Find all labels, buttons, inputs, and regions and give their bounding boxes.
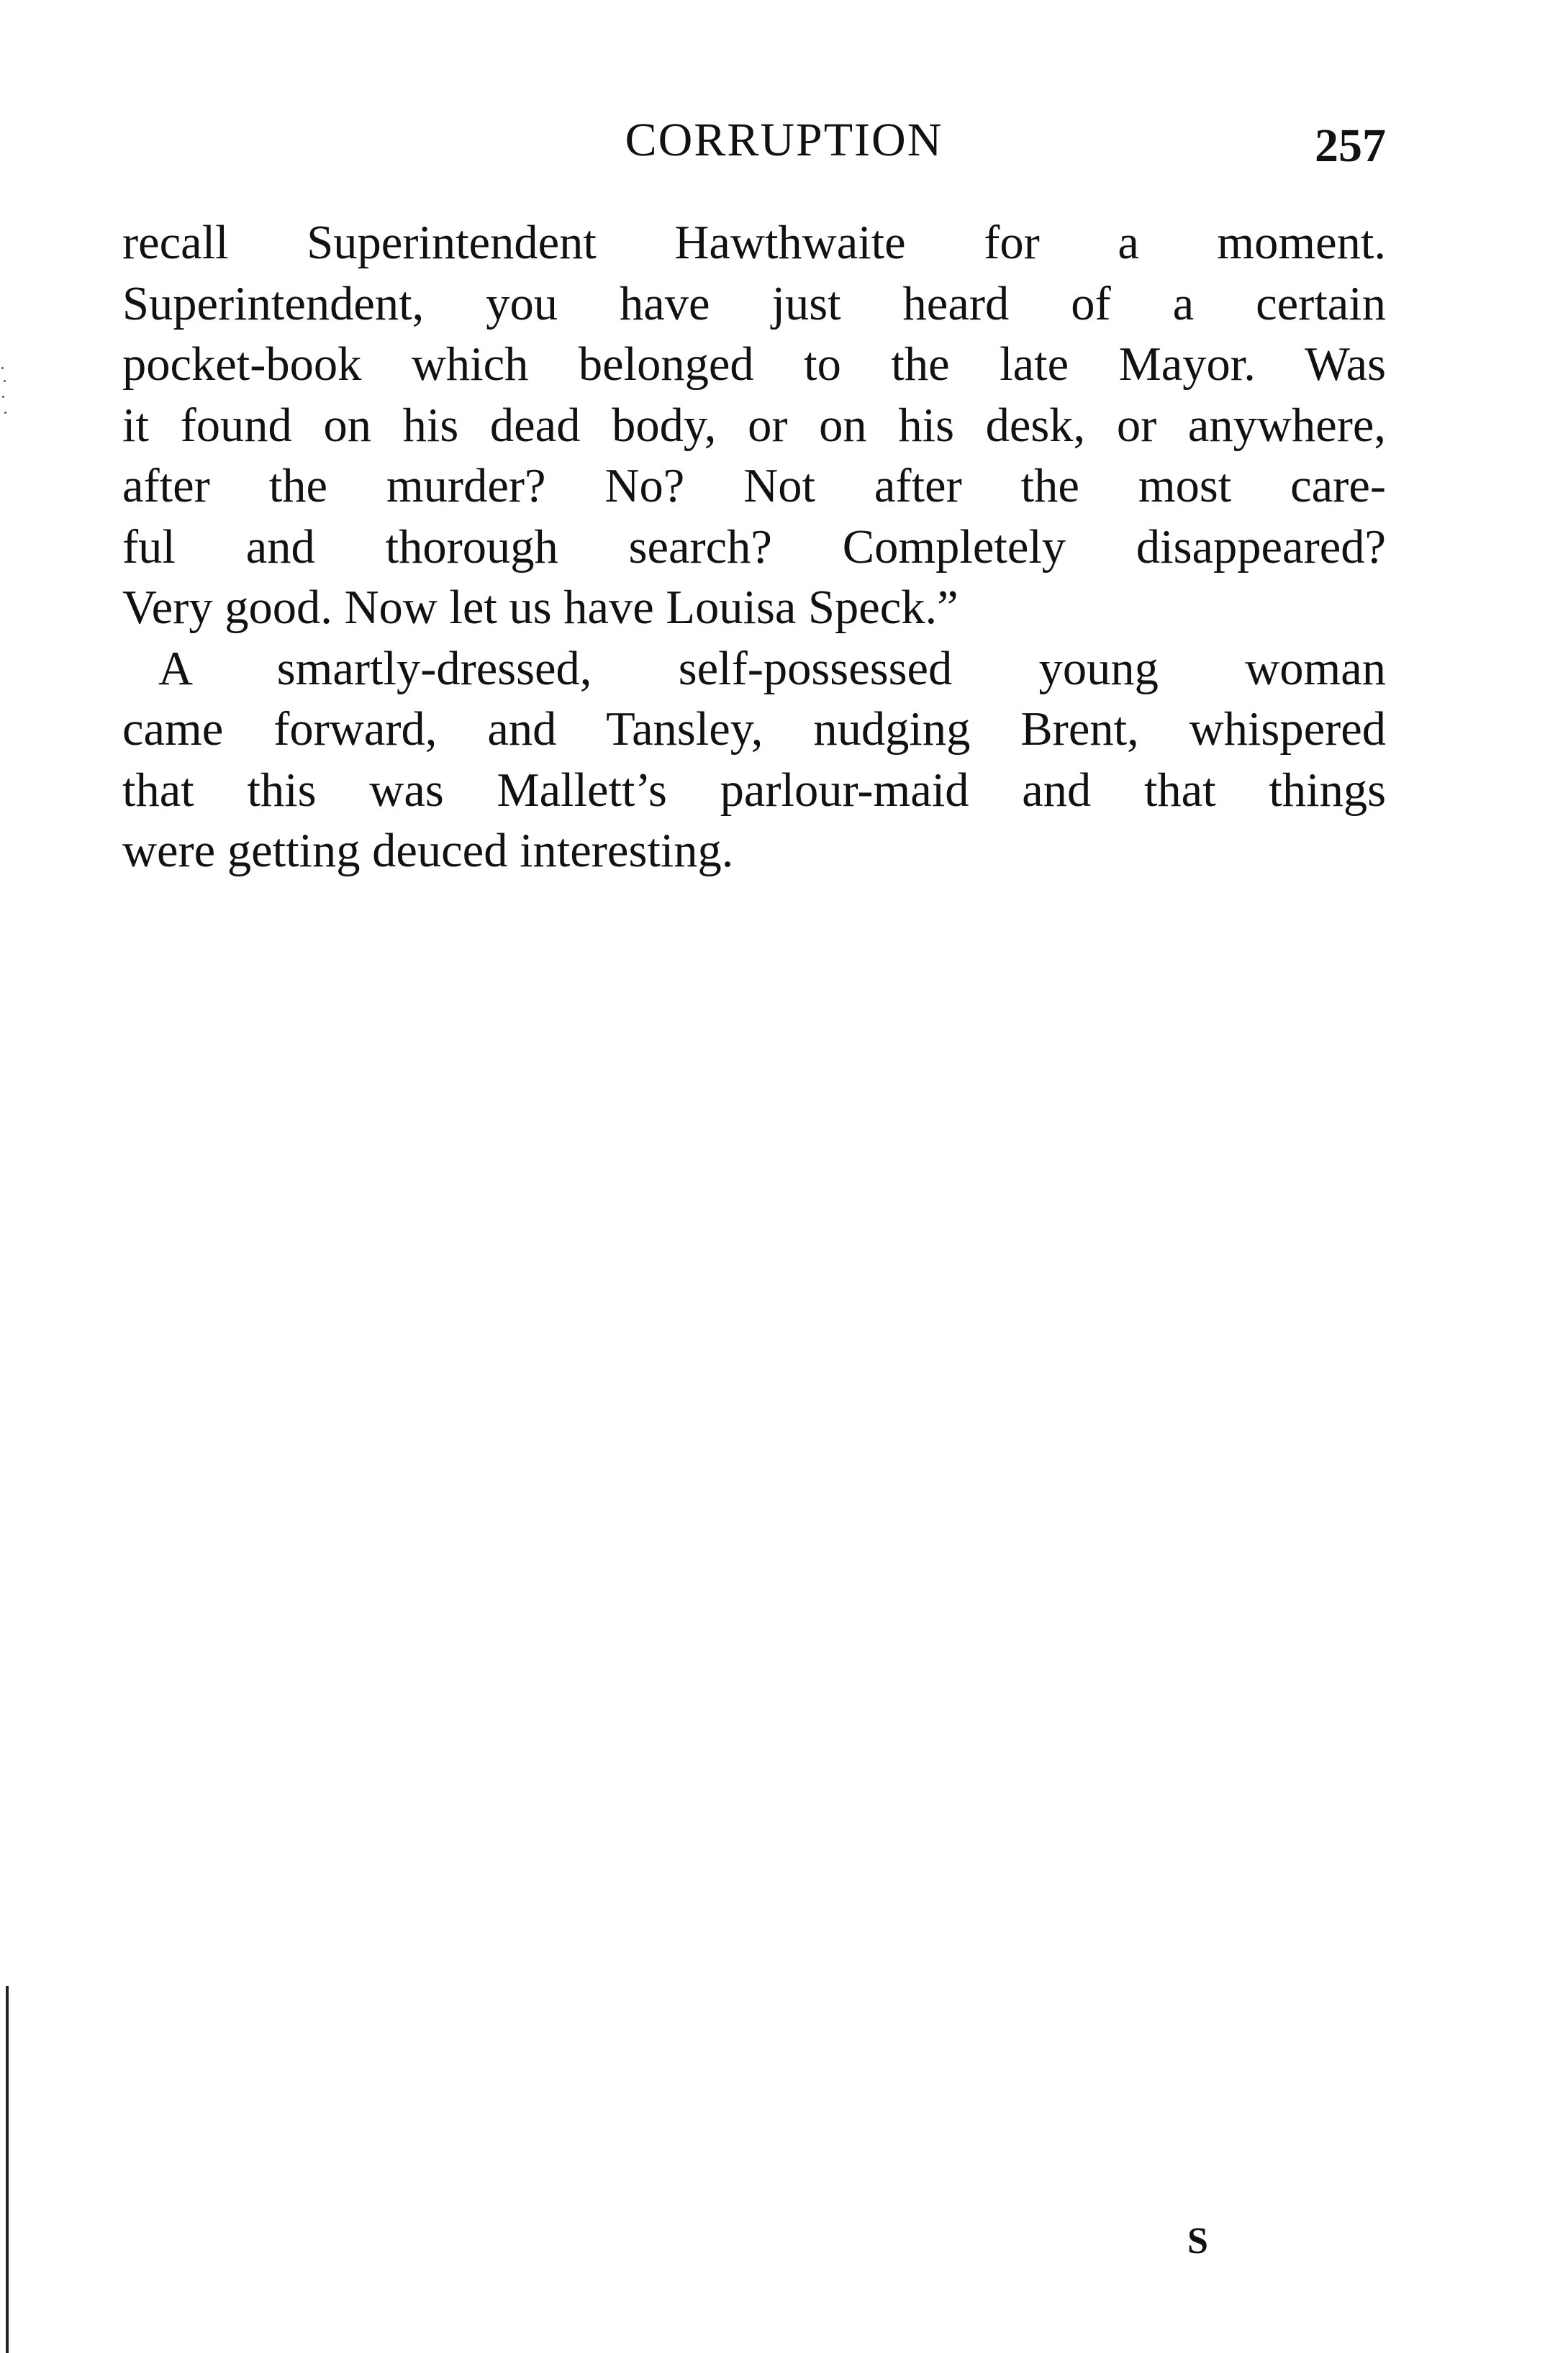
scan-specks [0, 367, 9, 432]
text-line: that this was Mallett’s parlour-maid and that things [122, 763, 1386, 817]
text-line: Superintendent, you have just heard of a certain [122, 277, 1386, 330]
speck [1, 367, 4, 369]
running-title: CORRUPTION [625, 114, 943, 166]
signature-mark: S [1187, 2221, 1208, 2262]
speck [4, 412, 6, 414]
paragraph-first-line: A smartly-dressed, self-possessed young woman [158, 642, 1386, 695]
scan-edge-line [6, 1986, 9, 2353]
speck [4, 380, 6, 382]
text-line: came forward, and Tansley, nudging Brent, whispered [122, 703, 1386, 756]
text-line: recall Superintendent Hawthwaite for a moment. [122, 217, 1386, 269]
body-text [122, 213, 1386, 882]
text-line: were getting deuced interesting. [122, 825, 734, 877]
page-number: 257 [1315, 119, 1386, 172]
text-line: ful and thorough search? Completely disappeared? [122, 520, 1386, 573]
running-head [0, 108, 1568, 173]
speck [2, 396, 4, 398]
text-line: pocket-book which belonged to the late Mayor. Was [122, 338, 1386, 391]
text-line: Very good. Now let us have Louisa Speck.” [122, 581, 959, 634]
text-line: after the murder? No? Not after the most care- [122, 460, 1386, 512]
text-line: it found on his dead body, or on his desk, or anywhere, [122, 399, 1386, 452]
